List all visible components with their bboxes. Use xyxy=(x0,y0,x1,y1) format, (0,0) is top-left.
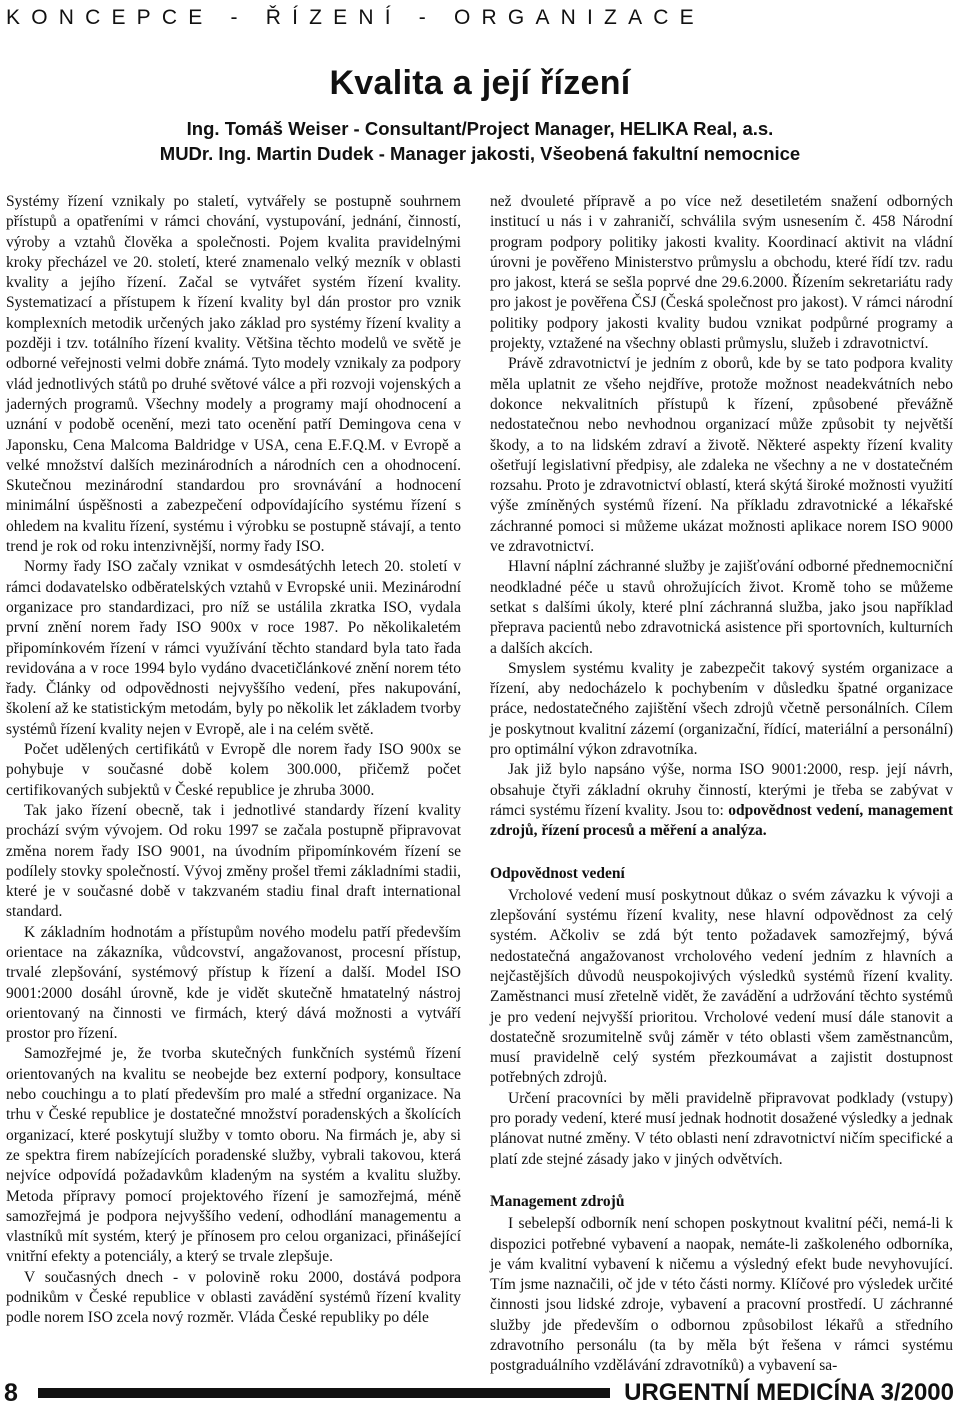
emphasis-text: odpovědnost vedení, management zdrojů, řízení procesů a měření a analýza. xyxy=(490,801,953,840)
paragraph: K základním hodnotám a přístupům nového modelu patří především orientace na zákazníka, vůdcovství, angažovanost, procesní přístup, trvalé zlepšování, systémový přístup k řízení a další. Model ISO 9001:2000 dosáhl úrovně, kde je vidět skutečně hmatatelný nástroj orientovaný na činnosti ve firmách, který dává možnosti a vytváří prostor pro řízení. xyxy=(6,923,461,1043)
paragraph: Normy řady ISO začaly vznikat v osmdesátýchh letech 20. století v rámci dodavatelsko odběratelských vztahů v Evropské unii. Mezinárodní organizace pro standardizaci, pro níž se ustálila zkratka ISO, vydala první znění norem řady ISO 900x v roce 1987. Po několikaletém připomínkovém řízení v rámci využívání těchto standard byla tato řada revidována a v roce 1994 bylo vydáno dvacetičlánkové znění norem této řady. Články od odpovědnosti nejvyššího vedení, přes nakupování, školení až ke statistickým metodám, byly po několik let základem tvorby systémů řízení kvality nejen v Evropě, ale i na celém světě. xyxy=(6,558,461,738)
page-number: 8 xyxy=(4,1379,18,1407)
paragraph: I sebelepší odborník není schopen poskytnout kvalitní péči, nemá-li k dispozici potřebné vybavení a naopak, nemáte-li zaškoleného odborníka, je vám kvalitní vybavení k ničemu a výsledný efekt bude nevyhovující. Tím jsme naznačili, oč jde v této části normy. Klíčové pro výsledek určité činnosti jsou lidské zdroje, vybavení a pracovní prostředí. U záchranné služby jde především o odbornou způsobilost lékařů a středního zdravotního personálu (ta by měla být řešena v rámci systému postgraduálního vzdělávání zdravotníků) a vybavení sa- xyxy=(490,1215,953,1375)
paragraph-text: Jak již bylo napsáno výše, norma ISO 9001:2000, resp. její návrh, obsahuje čtyři základní okruhy činností, kterými je třeba se zabývat v rámci systému řízení kvality. Jsou to: xyxy=(490,761,953,819)
paragraph: Systémy řízení vznikaly po staletí, vytvářely se postupně souhrnem přístupů a opatřeními v rámci chování, vystupování, jednání, činností, výroby a vztahů člověka a společnosti. Pojem kvalita pravidelnými kroky přecházel ve 20. století, které znamenalo velký mezník v oblasti kvality a jejího řízení. Začal se vytvářet systém řízení kvality. Systematizací a přístupem k řízení kvality byl dán prostor pro vznik komplexních metodik určených jako základ pro systémy řízení kvality a později i tzv. totálního řízení kvality. Většina těchto modelů ve světě je odborné veřejnosti velmi dobře známá. Tyto modely vznikaly za podpory vlád jednotlivých států po druhé světové válce a při rozvoji vojenských a jaderných programů. Všechny modely a programy mají ohodnocení a uznání v podobě ocenění, mezi tato ocenění patří Demingova cena v Japonsku, Cena Malcoma Baldridge v USA, cena E.F.Q.M. v Evropě a velké množství dalších mezinárodních a národních cen a ohodnocení. Skutečnou mezinárodní standardou pro srovnávání a hodnocení minimální úspěšnosti a zabezpečení odpovídajícího systému řízení s ohledem na kvalitu řízení, systému i výrobku se postupně stávají, a tento trend je rok od roku intenzivnější, normy řady ISO. xyxy=(6,193,461,556)
paragraph: Hlavní náplní záchranné služby je zajišťování odborné přednemocniční neodkladné péče u stavů ohrožujících život. Kromě toho se můžeme setkat s dalšími úkoly, které plní záchranná služba, jako jsou například přeprava pacientů nebo zdravotnická asistence při sportovních, kulturních a dalších akcích. xyxy=(490,558,953,657)
journal-name: URGENTNÍ MEDICÍNA 3/2000 xyxy=(624,1379,954,1406)
paragraph: Smyslem systému kvality je zabezpečit takový systém organizace a řízení, aby nedocházelo k pochybením v důsledku špatné organizace práce, nedostatečného zajištění všech zdrojů včetně personálních. Cílem je poskytnout kvalitní zázemí (organizační, řídící, materiální a personální) pro optimální výkon zdravotníka. xyxy=(490,659,953,759)
paragraph: Právě zdravotnictví je jedním z oborů, kde by se tato podpora kvality měla uplatnit ze všeho nejdříve, protože možnost neadekvátních nebo dokonce nekvalitních přístupů k řízení, způsobené převážně nedostatečnou nebo nevhodnou organizací může způsobit ty největší škody, a to na lidském zdraví a životě. Některé aspekty řízení kvality ošetřují legislativní předpisy, ale zdaleka ne všechny a ne v dostatečném rozsahu. Proto je zdravotnictví oblastí, která skýtá široké možnosti využití výše zmíněných systémů řízení. Na příkladu zdravotnické a lékařské záchranné pomoci si můžeme ukázat možnosti aplikace norem ISO 9000 ve zdravotnictví. xyxy=(490,355,953,556)
right-text-column xyxy=(490,192,953,1377)
paragraph: než dvouleté přípravě a po více než desetiletém snažení odborných institucí u nás i v zahraničí, schválila svým usnesením č. 458 Národní program podpory politiky jakosti kvality. Koordinací aktivit na vládní úrovni je pověřeno Ministerstvo průmyslu a obchodu, které řídí tzv. radu pro jakost, která se sešla poprvé dne 29.6.2000. Řízením sekretariátu rady pro jakost je pověřena ČSJ (Česká společnost pro jakost). V rámci národní politiky podpory jakosti kvality budou vznikat podpůrné programy a projekty, vztažené na všechny oblasti průmyslu, služeb i zdravotnictví. xyxy=(490,193,953,353)
author-line: Ing. Tomáš Weiser - Consultant/Project Manager, HELIKA Real, a.s. xyxy=(186,118,774,139)
article-title: Kvalita a její řízení xyxy=(329,64,631,102)
section-header: KONCEPCE - ŘÍZENÍ - ORGANIZACE xyxy=(6,6,705,29)
section-heading-management-zdroju: Management zdrojů xyxy=(490,1192,625,1210)
paragraph: Tak jako řízení obecně, tak i jednotlivé standardy řízení kvality prochází svým vývojem. Od roku 1997 se začala postupně připravovat změna norem řady ISO 9001, na úvodním připomínkovém řízení se podílely stovky společností. Vývoj změny prošel třemi základními stadii, které je v současné době v takzvaném stadiu final draft international standard. xyxy=(6,801,461,921)
paragraph: Vrcholové vedení musí poskytnout důkaz o svém závazku k vývoji a zlepšování systému řízení kvality, nese hlavní odpovědnost za celý systém. Ačkoliv se zdá být tento požadavek samozřejmý, bývá nedostatečná angažovanost vrcholového vedení jedním z hlavních a nejčastějších důvodů neuspokojivých výsledků systémů řízení kvality. Zaměstnanci musí zřetelně vidět, že zavádění a udržování těchto systémů je pro vedení nejvyšší prioritou. Vrcholové vedení musí dále stanovit a dostatečně srozumitelně svůj záměr v této oblasti všem zaměstnancům, musí pravidelně celý systém přezkoumávat a zajistit dostupnost potřebných zdrojů. xyxy=(490,886,953,1087)
left-text-column xyxy=(6,192,461,1329)
paragraph: Samozřejmé je, že tvorba skutečných funkčních systémů řízení orientovaných na kvalitu se neobejde bez externí podpory, konsultace nebo couchingu a to platí především pro malé a střední organizace. Na trhu v České republice je dostatečné množství poradenských a školících organizací, které poskytují služby v tomto oboru. Na firmách je, aby si ze spektra firem nabízejících poradenské služby, vybrali takovou, která nejvíce odpovídá požadavkům kladeným na systém a kvalitu služby. Metoda přípravy pomocí projektového řízení je samozřejmá, méně samozřejmá je podpora nejvyššího vedení, odhodlání managementu a vlastníků mít systém, který je přínosem pro celou organizaci, přinášející vnitřní efekty a potenciály, a který se trvale zlepšuje. xyxy=(6,1045,461,1266)
section-heading-odpovednost-vedeni: Odpovědnost vedení xyxy=(490,864,625,882)
footer-rule xyxy=(38,1388,610,1398)
paragraph: Určení pracovníci by měli pravidelně připravovat podklady (vstupy) pro porady vedení, které musí jednak hodnotit dosažené výsledky a jednak plánovat nutné změny. V této oblasti není zdravotnictví ničím specifické a platí zde stejné zásady jako v jiných odvětvích. xyxy=(490,1089,953,1168)
paragraph: Počet udělených certifikátů v Evropě dle norem řady ISO 900x se pohybuje v současné době kolem 300.000, přičemž počet certifikovaných subjektů v České republice je zhruba 3000. xyxy=(6,741,461,799)
paragraph: V současných dnech - v polovině roku 2000, dostává podpora podnikům v České republice v oblasti zavádění systémů řízení kvality podle norem ISO zcela nový rozměr. Vláda České republiky po déle xyxy=(6,1268,461,1327)
author-line: MUDr. Ing. Martin Dudek - Manager jakosti, Všeobená fakultní nemocnice xyxy=(159,143,801,164)
paragraph xyxy=(490,760,953,841)
page-footer xyxy=(0,1380,960,1406)
